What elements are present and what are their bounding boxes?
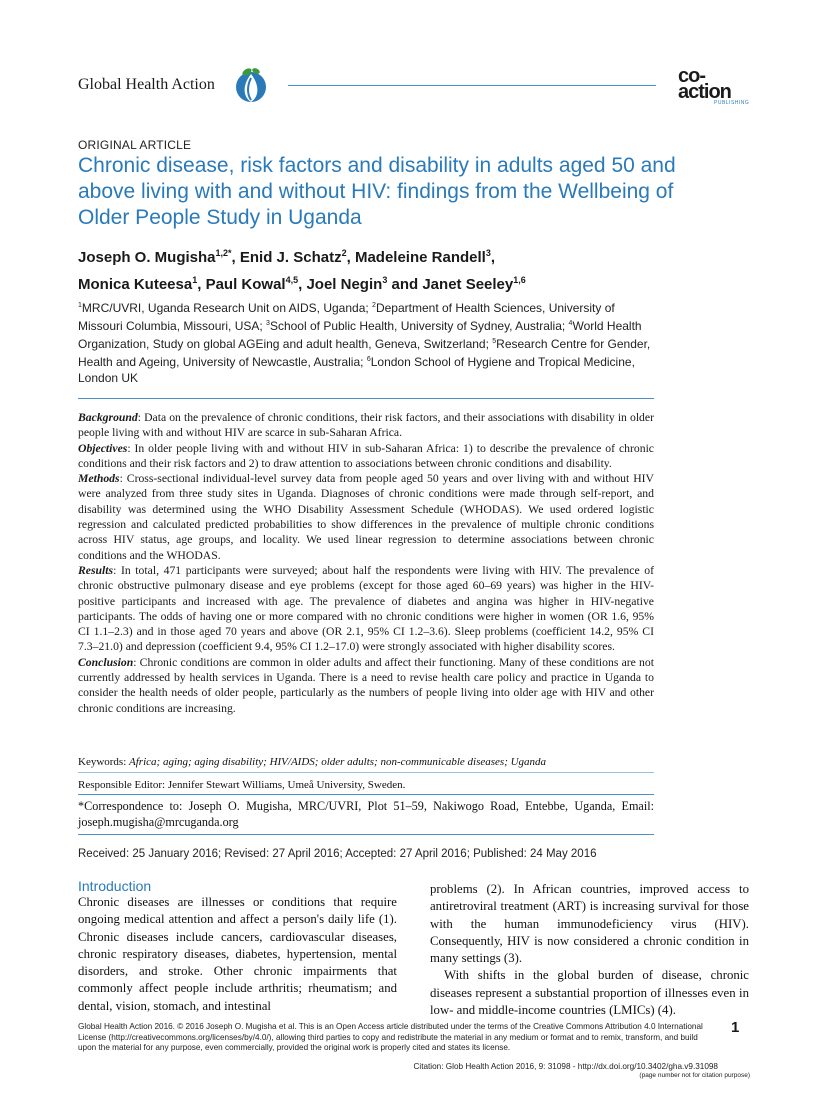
abstract-results: Results: In total, 471 participants were surveyed; about half the respondents were living with HIV. The prevalence of chronic obstructive pulmonary disease and eye problems (except for those aged 60–69 years) was higher in the HIV-positive participants and increased with age. The prevalence of diabetes and angina was higher in HIV-negative participants. The odds of having one or more compared with no chronic conditions were higher in women (OR 1.6, 95% CI 1.1–2.3) and in those aged 70 years and above (OR 2.1, 95% CI 1.2–3.6). Sleep problems (coefficient 14.2, 95% CI 7.3–21.0) and depression (coefficient 9.4, 95% CI 1.2–17.0) were strongly associated with higher disability scores. [78,563,654,654]
responsible-editor: Responsible Editor: Jennifer Stewart Williams, Umeå University, Sweden. [78,779,406,791]
body-column-left [78,894,397,1015]
publication-dates: Received: 25 January 2016; Revised: 27 April 2016; Accepted: 27 April 2016; Published: 24 May 2016 [78,848,597,860]
abstract-objectives: Objectives: In older people living with and without HIV in sub-Saharan Africa: 1) to describe the prevalence of chronic conditions and their risk factors and 2) to draw attention to associations between chronic conditions and disability. [78,441,654,470]
author-list [78,242,638,296]
journal-title: Global Health Action [78,76,215,93]
author: Joel Negin$^3$ and [306,275,423,293]
author: Joseph O. Mugisha$^{1,2*}$, [78,248,240,266]
abstract-conclusion: Conclusion: Chronic conditions are common in older adults and affect their functioning. Many of these conditions are not currently addressed by health services in Uganda. There is a need to revise health care policy and practice in Uganda to consider the health needs of older people, particularly as the numbers of people living into older age with HIV and other chronic conditions are increasing. [78,655,654,715]
page-number-note: (page number not for citation purpose) [639,1072,750,1079]
affiliation: $^4$World Health Organization, Study on global AGEing and adult health, Geneva, Switzerland; [78,319,642,351]
author: Paul Kowal$^{4,5}$, [205,275,307,293]
publisher-sub: PUBLISHING [714,100,750,106]
abstract [78,410,654,716]
body-paragraph: Chronic diseases are illnesses or conditions that require ongoing medical attention and affect a person's daily life (1). Chronic diseases include cancers, cardiovascular diseases, chronic respiratory diseases, diabetes, hypertension, mental disorders, and stroke. Other chronic impairments that commonly affect people include arthritis; rheumatism; and dental, vision, stomach, and intestinal [78,895,397,1013]
page-header [0,0,827,120]
affiliations [78,298,658,386]
article-title: Chronic disease, risk factors and disability in adults aged 50 and above living with and without HIV: findings from the Wellbeing of Older People Study in Uganda [78,154,676,229]
article-type: ORIGINAL ARTICLE [78,138,192,152]
introduction-heading: Introduction [78,878,152,894]
body-column-right [430,881,749,1019]
license-footer: Global Health Action 2016. © 2016 Joseph O. Mugisha et al. This is an Open Access article distributed under the terms of the Creative Commons Attribution 4.0 International License (http://creativecommons.org/licenses/by/4.0/), allowing third parties to copy and redistribute the material in any medium or format and to remix, transform, and build upon the material for any purpose, even commercially, provided the original work is properly cited and states its license. [78,1022,703,1052]
body-paragraph: With shifts in the global burden of disease, chronic diseases represent a substantial proportion of illnesses even in low- and middle-income countries (LMICs) (4). [430,968,749,1018]
abstract-methods: Methods: Cross-sectional individual-level survey data from people aged 50 years and over living with and without HIV were analyzed from three study sites in Uganda. Diagnoses of chronic conditions were made through self-report, and disability was determined using the WHO Disability Assessment Schedule (WHODAS). We used ordered logistic regression and calculated predicted probabilities to show differences in the prevalence of multiple chronic conditions across HIV status, age groups, and locality. We used linear regression to determine associations between chronic conditions and the WHODAS. [78,472,654,562]
correspondence-rule [78,794,654,795]
author: Janet Seeley$^{1,6}$ [422,275,526,293]
author: Monica Kuteesa$^1$, [78,275,206,293]
affiliation: $^2$Department of Health Sciences, University of Missouri Columbia, Missouri, USA; [78,301,615,333]
abstract-bottom-rule [78,834,654,835]
header-rule [288,85,656,86]
publisher-name: co-action [678,65,731,103]
affiliation: $^6$London School of Hygiene and Tropical Medicine, London UK [78,355,635,385]
citation-line: Citation: Glob Health Action 2016, 9: 31098 - http://dx.doi.org/10.3402/gha.v9.31098 [413,1062,718,1071]
affiliation: $^1$MRC/UVRI, Uganda Research Unit on AIDS, Uganda; [78,301,373,315]
editor-rule [78,772,654,773]
abstract-background: Background: Data on the prevalence of chronic conditions, their risk factors, and their associations with disability in older people living with and without HIV are scarce in sub-Saharan Africa. [78,411,654,440]
page-number: 1 [731,1019,740,1036]
keywords: Keywords: Africa; aging; aging disability; HIV/AIDS; older adults; non-communicable diseases; Uganda [78,756,547,768]
body-paragraph: problems (2). In African countries, improved access to antiretroviral treatment (ART) is increasing survival for those with the human immunodeficiency virus (HIV). Consequently, HIV is now considered a chronic condition in many settings (3). [430,882,749,966]
author: Madeleine Randell$^3$, [354,248,496,266]
abstract-top-rule [78,398,654,399]
correspondence: *Correspondence to: Joseph O. Mugisha, MRC/UVRI, Plot 51–59, Nakiwogo Road, Entebbe, Uganda, Email: joseph.mugisha@mrcuganda.org [78,799,654,829]
affiliation: $^5$Research Centre for Gender, Health and Ageing, University of Newcastle, Australia; [78,337,651,369]
publisher-logo [678,65,756,108]
affiliation: $^3$School of Public Health, University of Sydney, Australia; [266,319,569,333]
journal-logo-icon [234,66,268,104]
author: Enid J. Schatz$^2$, [239,248,355,266]
